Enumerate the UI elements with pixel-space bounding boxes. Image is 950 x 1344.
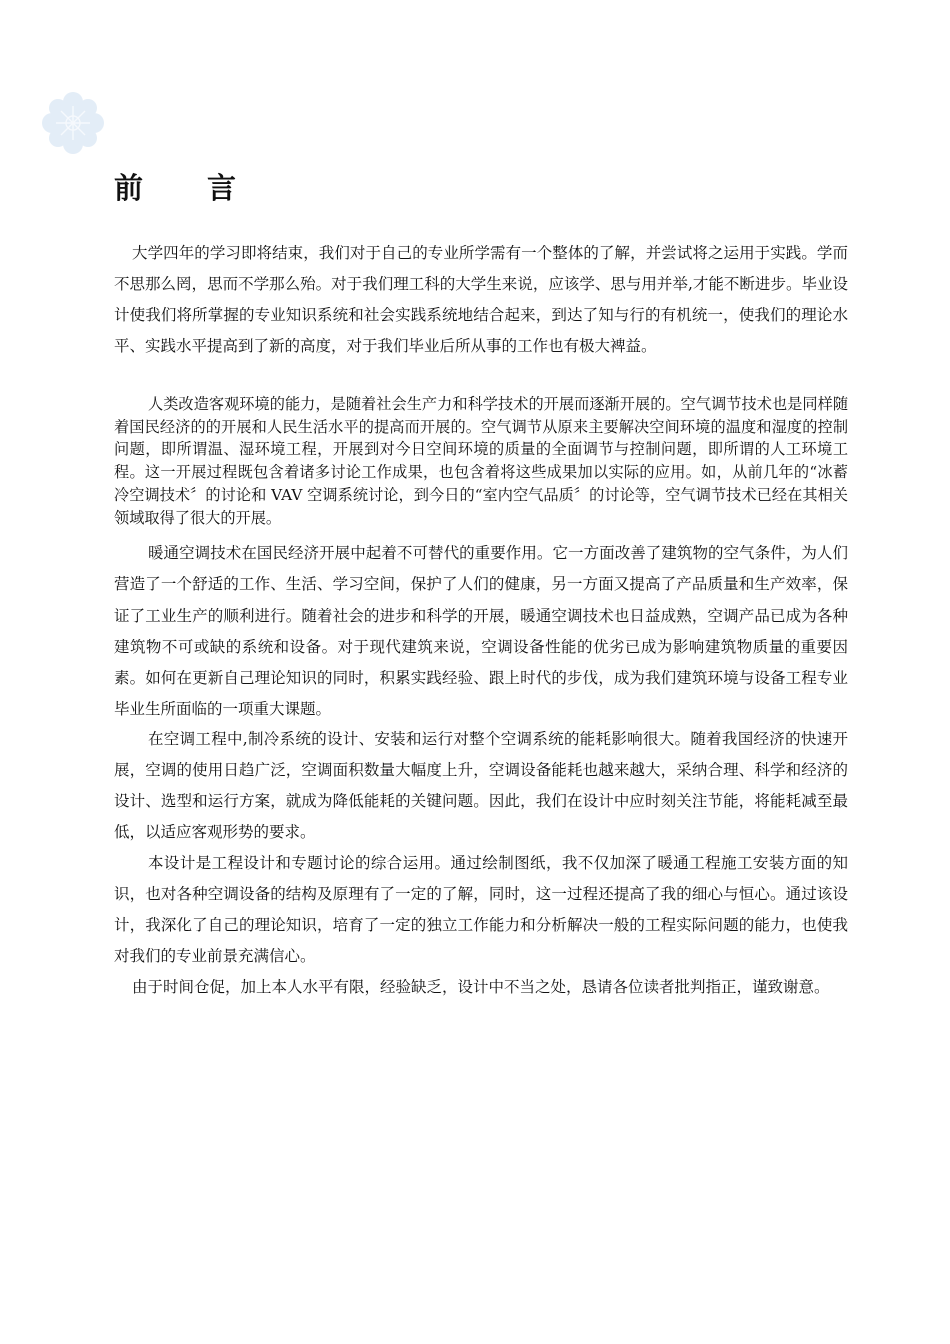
paragraph-text: 由于时间仓促，加上本人水平有限，经验缺乏，设计中不当之处，恳请各位读者批判指正，谨致谢意。 — [132, 978, 830, 996]
paragraph-text: 大学四年的学习即将结束，我们对于自己的专业所学需有一个整体的了解，并尝试将之运用于实践。学而不思那么罔，思而不学那么殆。对于我们理工科的大学生来说，应该学、思与用并举,才能不断进步。毕业设计使我们将所掌握的专业知识系统和社会实践系统地结合起来，到达了知与行的有机统一，使我们的理论水平、实践水平提高到了新的高度，对于我们毕业后所从事的工作也有极大裨益。 — [114, 244, 848, 355]
page-title — [114, 166, 236, 207]
paragraph-text: 暖通空调技术在国民经济开展中起着不可替代的重要作用。它一方面改善了建筑物的空气条件，为人们营造了一个舒适的工作、生活、学习空间，保护了人们的健康，另一方面又提高了产品质量和生产效率，保证了工业生产的顺利进行。随着社会的进步和科学的开展，暖通空调技术也日益成熟，空调产品已成为各种建筑物不可或缺的系统和设备。对于现代建筑来说，空调设备性能的优劣已成为影响建筑物质量的重要因素。如何在更新自己理论知识的同时，积累实践经验、跟上时代的步伐，成为我们建筑环境与设备工程专业毕业生所面临的一项重大课题。 — [114, 544, 848, 719]
title-char-1: 前 — [114, 171, 144, 205]
paragraph-design-summary — [114, 848, 848, 972]
title-char-2: 言 — [207, 171, 237, 205]
paragraph-hvac-history — [114, 393, 848, 529]
paragraph-refrigeration — [114, 724, 848, 848]
paragraph-text: 在空调工程中,制冷系统的设计、安装和运行对整个空调系统的能耗影响很大。随着我国经济的快速开展，空调的使用日趋广泛，空调面积数量大幅度上升，空调设备能耗也越来越大，采纳合理、科学和经济的设计、选型和运行方案，就成为降低能耗的关键问题。因此，我们在设计中应时刻关注节能，将能耗减至最低，以适应客观形势的要求。 — [114, 730, 848, 841]
paragraph-intro — [114, 238, 848, 362]
paragraph-text: 人类改造客观环境的能力，是随着社会生产力和科学技术的开展而逐渐开展的。空气调节技术也是同样随着国民经济的的开展和人民生活水平的提高而开展的。空气调节从原来主要解决空间环境的温度和湿度的控制问题，即所谓温、湿环境工程，开展到对今日空间环境的质量的全面调节与控制问题，即所谓的人工环境工程。这一开展过程既包含着诸多讨论工作成果，也包含着将这些成果加以实际的应用。如，从前几年的“冰蓄冷空调技术〞的讨论和 VAV 空调系统讨论，到今日的“室内空气品质〞的讨论等，空气调节技术已经在其相关领域取得了很大的开展。 — [114, 395, 848, 527]
paragraph-closing — [114, 972, 848, 1003]
paragraph-text: 本设计是工程设计和专题讨论的综合运用。通过绘制图纸，我不仅加深了暖通工程施工安装方面的知识，也对各种空调设备的结构及原理有了一定的了解，同时，这一过程还提高了我的细心与恒心。通过该设计，我深化了自己的理论知识，培育了一定的独立工作能力和分析解决一般的工程实际问题的能力，也使我对我们的专业前景充满信心。 — [114, 854, 848, 965]
paragraph-hvac-importance — [114, 538, 848, 726]
snowflake-icon — [40, 90, 106, 156]
